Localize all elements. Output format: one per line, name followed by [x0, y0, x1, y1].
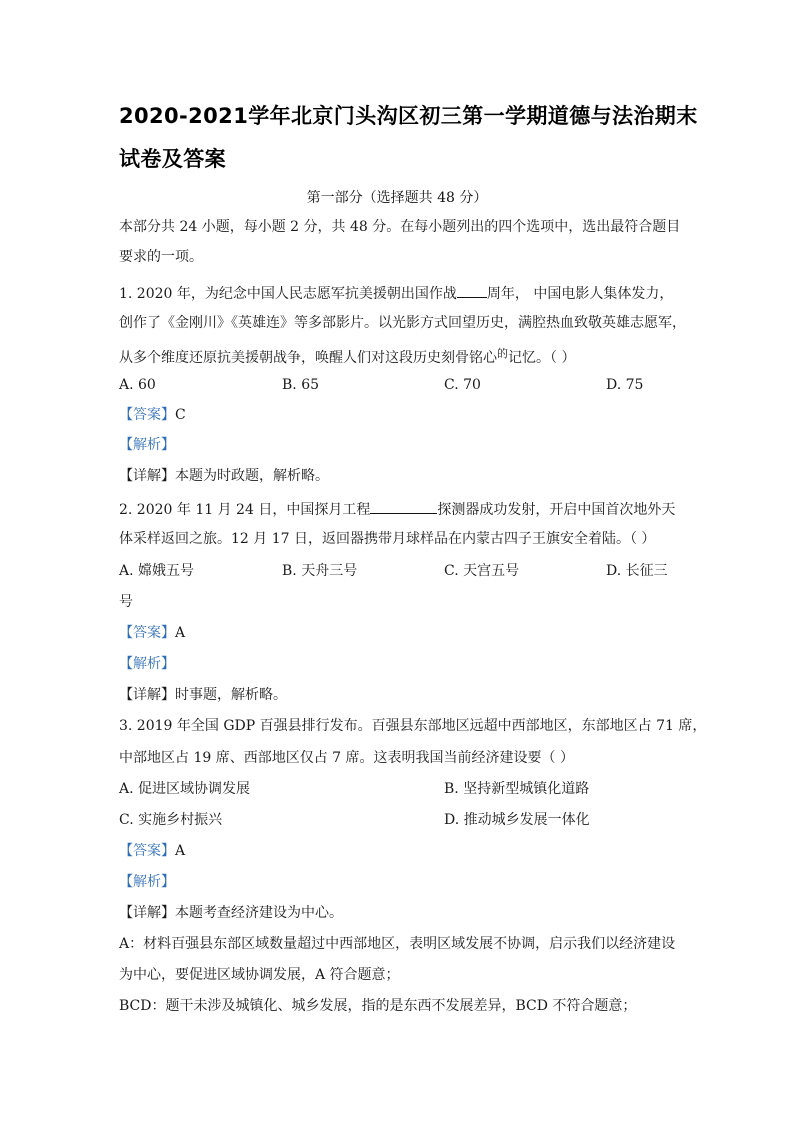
- q1-stem-3-de: 的: [497, 347, 508, 360]
- q1-stem-pre: 1. 2020 年，为纪念中国人民志愿军抗美援朝出国作战: [119, 286, 457, 302]
- q2-stem-post: 探测器成功发射，开启中国首次地外天: [437, 502, 676, 518]
- q3-analysis-line: [119, 873, 175, 891]
- q3-analysis-label: 【解析】: [119, 874, 175, 890]
- q3-option-b: B. 坚持新型城镇化道路: [444, 781, 590, 797]
- q1-option-c: C. 70: [444, 377, 481, 393]
- intro-line-1: 本部分共 24 小题，每小题 2 分，共 48 分。在每小题列出的四个选项中，选出最符合题目: [119, 219, 681, 235]
- q2-option-d-wrap: 号: [119, 594, 133, 610]
- q3-option-d: D. 推动城乡发展一体化: [444, 812, 590, 828]
- q2-option-c: C. 天宫五号: [444, 563, 520, 579]
- q3-option-a: A. 促进区域协调发展: [119, 781, 251, 797]
- q3-answer-line: [119, 842, 185, 860]
- q1-stem-line-2: 创作了《金刚川》《英雄连》等多部影片。以光影方式回望历史，满腔热血致敬英雄志愿军，: [119, 315, 686, 331]
- q2-option-a: A. 嫦娥五号: [119, 563, 195, 579]
- q2-answer-value: A: [175, 625, 186, 641]
- q3-detail-label: 【详解】: [119, 905, 175, 921]
- q3-detail-line: [119, 904, 343, 922]
- section-heading: 第一部分（选择题共 48 分）: [306, 190, 488, 206]
- q1-detail-text: 本题为时政题，解析略。: [175, 468, 329, 484]
- q1-answer-value: C: [175, 407, 186, 423]
- q1-option-a: A. 60: [119, 377, 156, 393]
- q3-stem-line-1: 3. 2019 年全国 GDP 百强县排行发布。百强县东部地区远超中西部地区，东部地区占 71 席，: [119, 718, 707, 734]
- q2-analysis-line: [119, 655, 175, 673]
- q1-stem-3-post: 记忆。（ ）: [508, 350, 576, 366]
- q2-answer-line: [119, 624, 185, 642]
- q1-stem-post: 周年， 中国电影人集体发力，: [486, 286, 674, 302]
- q2-detail-line: [119, 686, 287, 704]
- q1-stem-line-1: [119, 283, 673, 303]
- q2-option-d: D. 长征三: [606, 563, 668, 579]
- q1-answer-line: [119, 406, 186, 424]
- intro-line-2: 要求的一项。: [119, 249, 203, 265]
- q2-detail-label: 【详解】: [119, 687, 175, 703]
- q3-answer-label: 【答案】: [119, 843, 175, 859]
- document-title-line-1: 2020-2021学年北京门头沟区初三第一学期道德与法治期末: [119, 104, 698, 128]
- q3-detail-text: 本题考查经济建设为中心。: [175, 905, 343, 921]
- q3-option-c: C. 实施乡村振兴: [119, 812, 223, 828]
- q2-stem-line-2: 体采样返回之旅。12 月 17 日，返回器携带月球样品在内蒙古四子王旗安全着陆。（ ）: [119, 531, 656, 547]
- q3-explain-a-line-1: A：材料百强县东部区域数量超过中西部地区，表明区域发展不协调，启示我们以经济建设: [119, 936, 676, 952]
- q3-explain-bcd: BCD：题干未涉及城镇化、城乡发展，指的是东西不发展差异，BCD 不符合题意；: [119, 998, 637, 1014]
- q2-stem-pre: 2. 2020 年 11 月 24 日，中国探月工程: [119, 502, 371, 518]
- q1-blank: [457, 283, 487, 298]
- q1-option-d: D. 75: [606, 377, 644, 393]
- q2-answer-label: 【答案】: [119, 625, 175, 641]
- q1-analysis-label: 【解析】: [119, 437, 175, 453]
- q1-detail-label: 【详解】: [119, 468, 175, 484]
- q3-stem-line-2: 中部地区占 19 席、西部地区仅占 7 席。这表明我国当前经济建设要（ ）: [119, 750, 574, 766]
- q2-detail-text: 时事题，解析略。: [175, 687, 287, 703]
- q1-analysis-line: [119, 436, 175, 454]
- q2-blank: [370, 499, 437, 514]
- q2-stem-line-1: [119, 499, 675, 519]
- q2-analysis-label: 【解析】: [119, 656, 175, 672]
- document-title-line-2: 试卷及答案: [119, 147, 226, 171]
- q1-stem-3-pre: 从多个维度还原抗美援朝战争，唤醒人们对这段历史刻骨铭心: [119, 350, 497, 366]
- q1-answer-label: 【答案】: [119, 407, 175, 423]
- q3-explain-a-line-2: 为中心，要促进区域协调发展，A 符合题意；: [119, 967, 400, 983]
- q1-option-b: B. 65: [282, 377, 320, 393]
- q3-answer-value: A: [175, 843, 186, 859]
- q2-option-b: B. 天舟三号: [282, 563, 358, 579]
- q1-detail-line: [119, 467, 329, 485]
- q1-stem-line-3: [119, 345, 575, 367]
